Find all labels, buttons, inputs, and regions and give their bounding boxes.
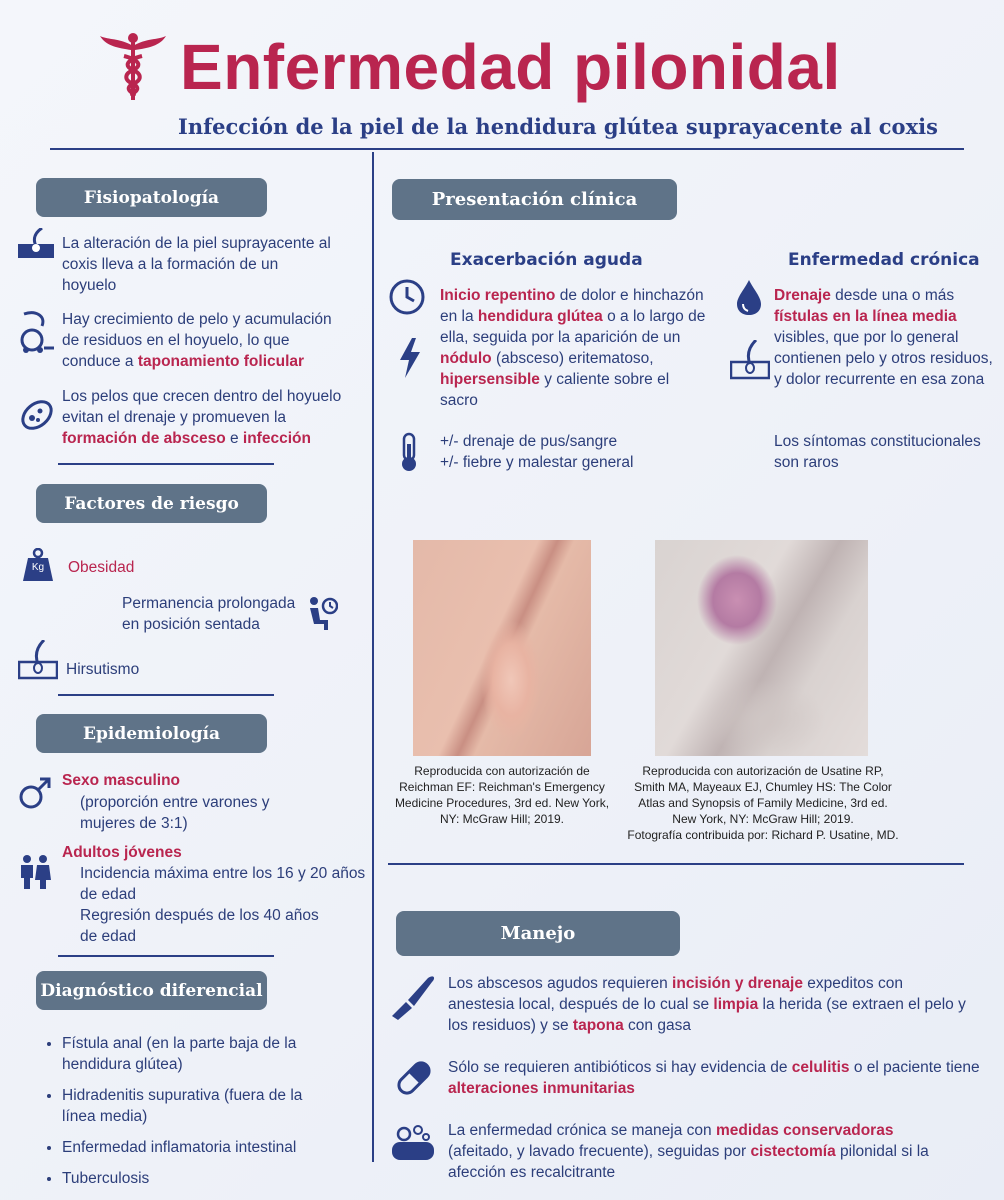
hair-follicle-icon (18, 228, 54, 265)
aguda-extra-2: +/- fiebre y malestar general (440, 454, 634, 471)
aguda-extra-1: +/- drenaje de pus/sangre (440, 433, 618, 450)
manejo-item-2: Sólo se requieren antibióticos si hay evidencia de celulitis o el paciente tiene alteraciones inmunitarias (448, 1059, 980, 1097)
epi-adultos-heading: Adultos jóvenes (62, 844, 182, 861)
cronica-extra: Los síntomas constitucionales son raros (774, 433, 981, 471)
hair-follicle-icon (730, 340, 770, 385)
factor-hirsutismo: Hirsutismo (66, 661, 140, 678)
divider (58, 694, 274, 696)
weight-kg-icon: Kg (22, 548, 54, 582)
fisio-item-1: La alteración de la piel suprayacente al coxis lleva a la formación de un hoyuelo (62, 235, 331, 294)
clinical-photo-chronic (655, 540, 868, 756)
list-item: • Tuberculosis (62, 1168, 304, 1189)
aguda-description: Inicio repentino de dolor e hinchazón en la hendidura glútea o a lo largo de ella, seguida por la aparición de un nódulo (absceso) eritematoso, hipersensible y caliente sobre el sacro (440, 287, 706, 409)
caduceus-icon (100, 32, 166, 102)
divider (388, 863, 964, 865)
thermometer-icon (396, 432, 422, 477)
section-heading-factores: Factores de riesgo (36, 484, 267, 523)
bacteria-icon (18, 396, 56, 439)
section-heading-fisiopatologia: Fisiopatología (36, 178, 267, 217)
photo-caption-1: Reproducida con autorización de Reichman EF: Reichman's Emergency Medicine Procedures, 3rd ed. New York, NY: McGraw Hill; 2019. (394, 764, 610, 826)
people-icon (18, 854, 52, 895)
aguda-heading: Exacerbación aguda (450, 250, 643, 270)
cronica-description: Drenaje desde una o más fístulas en la línea media visibles, que por lo general contienen pelo y otros residuos, y dolor recurrente en esa zona (774, 287, 993, 388)
droplet-icon (736, 280, 762, 321)
section-heading-manejo: Manejo (396, 911, 680, 956)
washing-icon (390, 1122, 436, 1167)
section-heading-presentacion: Presentación clínica (392, 179, 677, 220)
cronica-heading: Enfermedad crónica (788, 250, 980, 270)
vacuum-debris-icon (18, 310, 56, 359)
clock-icon (388, 278, 426, 321)
divider (58, 955, 274, 957)
fisio-item-2: Hay crecimiento de pelo y acumulación de residuos en el hoyuelo, lo que conduce a taponamiento folicular (62, 311, 332, 370)
list-item: • Enfermedad inflamatoria intestinal (62, 1137, 304, 1158)
factor-sentada: Permanencia prolongada en posición sentada (122, 595, 296, 633)
hair-follicle-icon (18, 640, 58, 685)
fisio-item-3: Los pelos que crecen dentro del hoyuelo evitan el drenaje y promueven la formación de absceso e infección (62, 388, 342, 447)
epi-adultos-text-2: Regresión después de los 40 años de edad (80, 907, 319, 945)
male-symbol-icon (18, 776, 52, 815)
manejo-item-1: Los abscesos agudos requieren incisión y drenaje expeditos con anestesia local, después de lo cual se limpia la herida (se extraen el pelo y los residuos) y se tapona con gasa (448, 975, 966, 1034)
clinical-photo-acute (413, 540, 591, 756)
list-item: • Fístula anal (en la parte baja de la hendidura glútea) (62, 1033, 304, 1075)
lightning-icon (398, 338, 422, 383)
page-title: Enfermedad pilonidal (180, 31, 841, 103)
factor-obesidad: Obesidad (68, 559, 135, 576)
page-subtitle: Infección de la piel de la hendidura glútea suprayacente al coxis (178, 114, 938, 139)
diagnostico-list (44, 1033, 304, 1199)
seated-person-clock-icon (306, 596, 338, 637)
epi-sexo-heading: Sexo masculino (62, 772, 181, 789)
header-divider (50, 148, 964, 150)
list-item: • Hidradenitis supurativa (fuera de la línea media) (62, 1085, 304, 1127)
epi-adultos-text-1: Incidencia máxima entre los 16 y 20 años de edad (80, 865, 366, 903)
pill-capsule-icon (394, 1058, 434, 1103)
section-heading-epidemiologia: Epidemiología (36, 714, 267, 753)
epi-sexo-text: (proporción entre varones y mujeres de 3:1) (80, 794, 270, 832)
column-divider (372, 152, 374, 1162)
divider (58, 463, 274, 465)
photo-caption-2: Reproducida con autorización de Usatine RP, Smith MA, Mayeaux EJ, Chumley HS: The Color Atlas and Synopsis of Family Medicine, 3rd ed. New York, NY: McGraw Hill; 2019. Fotografía contribuida por: Richard P. Usatine, MD. (627, 764, 899, 842)
scalpel-icon (388, 974, 436, 1025)
manejo-item-3: La enfermedad crónica se maneja con medidas conservadoras (afeitado, y lavado frecuente), seguidas por cistectomía pilonidal si la afección es recalcitrante (448, 1122, 929, 1181)
section-heading-diagnostico: Diagnóstico diferencial (36, 971, 267, 1010)
